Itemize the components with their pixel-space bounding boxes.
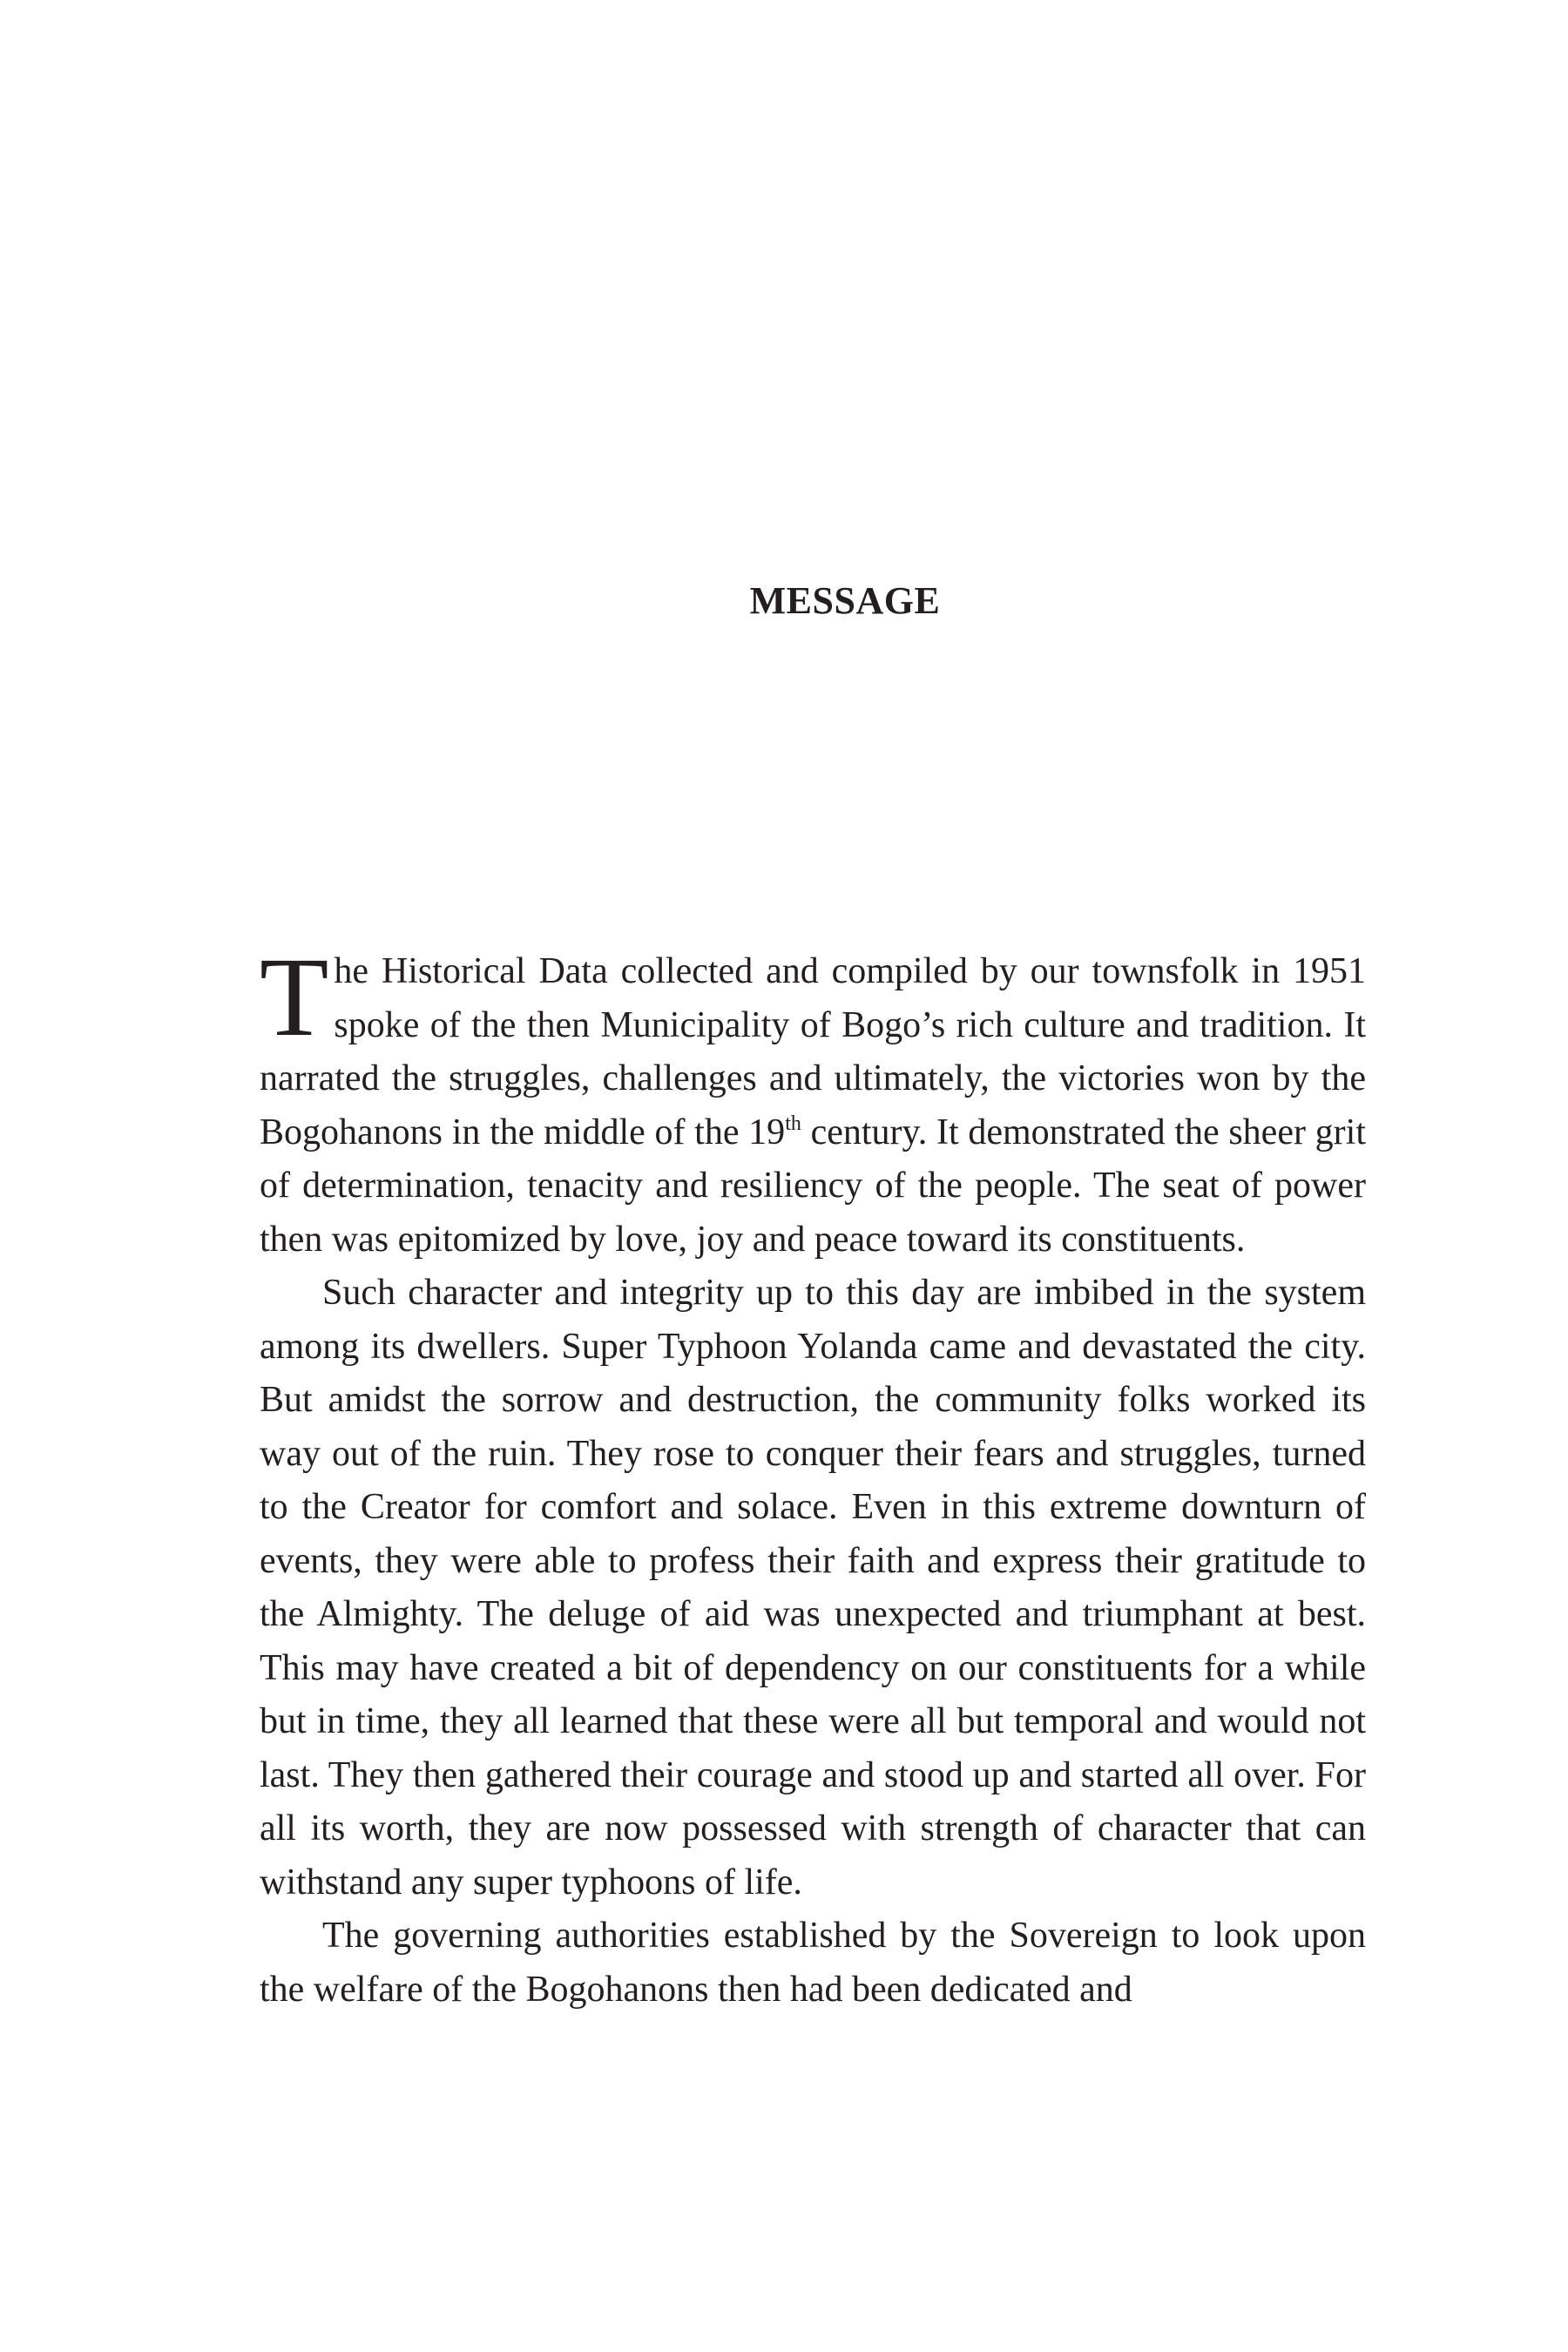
paragraph-1-text-b: century. It demonstrated the sheer grit of determination, tenacity and resiliency of the people. The seat of power then was epitomized by love, joy and peace toward its constituents. (260, 1112, 1366, 1260)
paragraph-1-text-a: he Historical Data collected and compiled by our townsfolk in 1951 spoke of the then Municipality of Bogo’s rich culture and tradition. It narrated the struggles, challenges and ultimately, the victories won by the Bogohanons in the middle of the 19 (260, 951, 1366, 1152)
paragraph-1 (260, 935, 1366, 1267)
paragraph-2: Such character and integrity up to this day are imbibed in the system among its dwellers. Super Typhoon Yolanda came and devastated the city. But amidst the sorrow and destruction, the community folks worked its way out of the ruin. They rose to conquer their fears and struggles, turned to the Creator for comfort and solace. Even in this extreme downturn of events, they were able to profess their faith and express their gratitude to the Almighty. The deluge of aid was unexpected and triumphant at best. This may have created a bit of dependency on our constituents for a while but in time, they all learned that these were all but temporal and would not last. They then gathered their courage and stood up and started all over. For all its worth, they are now possessed with strength of character that can withstand any super typhoons of life. (260, 1273, 1366, 1903)
page-title: MESSAGE (749, 579, 941, 622)
drop-cap: T (260, 935, 329, 1060)
message-body (260, 935, 1366, 2017)
paragraph-3: The governing authorities established by the Sovereign to look upon the welfare of the Bogohanons then had been dedicated and (260, 1916, 1366, 2010)
ordinal-superscript: th (785, 1112, 801, 1135)
